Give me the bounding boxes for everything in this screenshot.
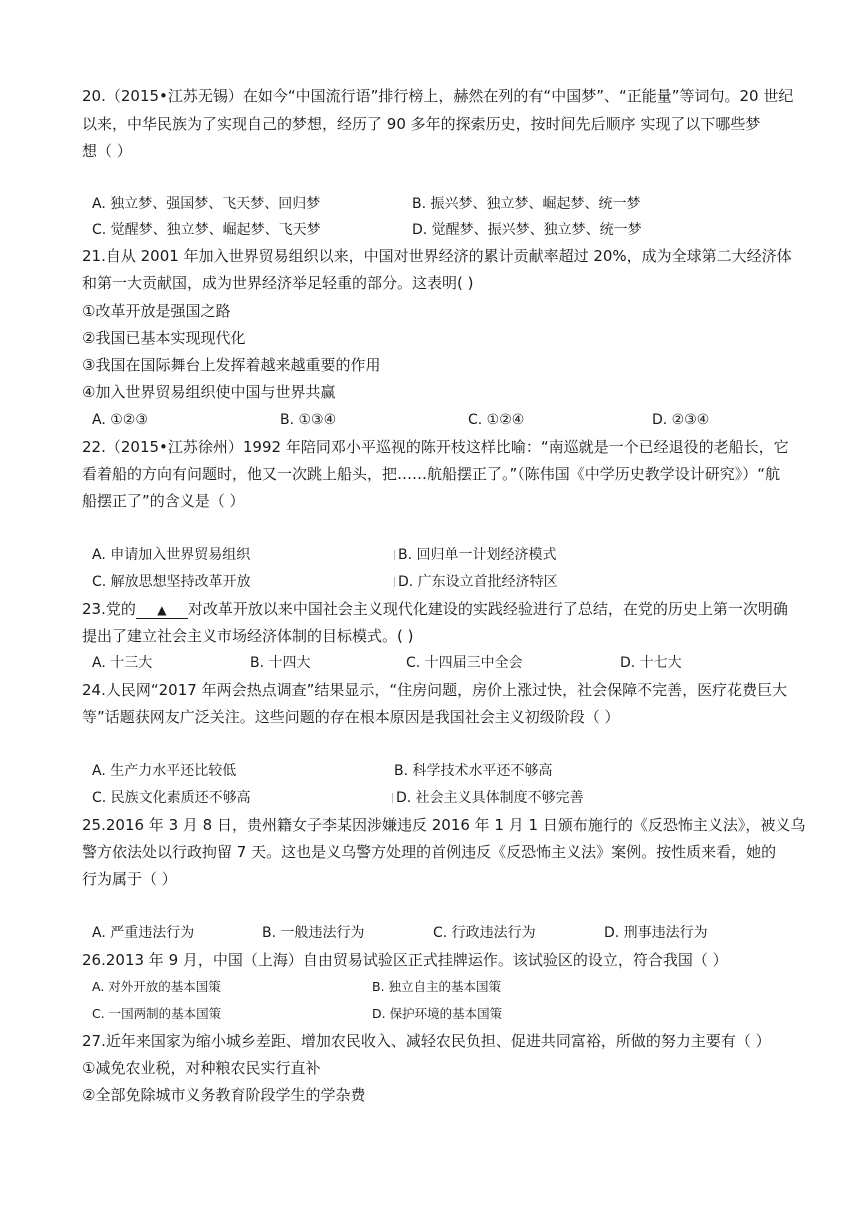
question-23-suffix: 对改革开放以来中国社会主义现代化建设的实践经验进行了总结，在党的历史上第一次明确 [187, 600, 788, 618]
question-25-option-c[interactable]: C. 行政违法行为 [433, 925, 536, 941]
question-25-option-d[interactable]: D. 刑事违法行为 [604, 925, 708, 941]
triangle-marker: ▲ [157, 603, 167, 617]
question-20-text: 20.（2015•江苏无锡）在如今“中国流行语”排行榜上，赫然在列的有“中国梦”、“正能量”等词句。20 世纪 [82, 87, 794, 105]
question-24-text: 24.人民网“2017 年两会热点调查”结果显示，“住房问题，房价上涨过快，社会保障不完善，医疗花费巨大 [82, 681, 788, 699]
question-25-option-b[interactable]: B. 一般违法行为 [262, 925, 365, 941]
question-24-text-cont: 等”话题获网友广泛关注。这些问题的存在根本原因是我国社会主义初级阶段（ ） [82, 708, 620, 726]
question-21-option-d[interactable]: D. ②③④ [652, 412, 710, 428]
question-22-option-a[interactable]: A. 申请加入世界贸易组织 [92, 547, 251, 563]
question-21-text-cont: 和第一大贡献国，成为世界经济举足轻重的部分。这表明( ) [82, 274, 474, 292]
question-23-text-cont: 提出了建立社会主义市场经济体制的目标模式。( ) [82, 627, 414, 645]
question-23-option-b[interactable]: B. 十四大 [250, 655, 311, 671]
question-27-text: 27.近年来国家为缩小城乡差距、增加农民收入、减轻农民负担、促进共同富裕，所做的努力主要有（ ） [82, 1032, 771, 1050]
question-20-option-a[interactable]: A. 独立梦、强国梦、飞天梦、回归梦 [92, 196, 321, 212]
question-23-option-a[interactable]: A. 十三大 [92, 655, 153, 671]
question-23-text [82, 599, 788, 619]
question-22-text-end: 船摆正了”的含义是（ ） [82, 492, 245, 510]
question-26-option-b[interactable]: B. 独立自主的基本国策 [372, 979, 502, 994]
question-27-item-2: ②全部免除城市义务教育阶段学生的学杂费 [82, 1086, 366, 1104]
question-24-option-a[interactable]: A. 生产力水平还比较低 [92, 763, 237, 779]
question-22-option-b[interactable]: B. 回归单一计划经济模式 [398, 547, 557, 563]
question-25-text-end: 行为属于（ ） [82, 870, 177, 888]
question-27-item-1: ①减免农业税，对种粮农民实行直补 [82, 1059, 321, 1077]
question-20-option-b[interactable]: B. 振兴梦、独立梦、崛起梦、统一梦 [412, 196, 641, 212]
question-21-text: 21.自从 2001 年加入世界贸易组织以来，中国对世界经济的累计贡献率超过 20%，成为全球第二大经济体 [82, 247, 792, 265]
question-22-text-cont: 看着船的方向有问题时，他又一次跳上船头，把……航船摆正了。”（陈伟国《中学历史教学设计研究》）“航 [82, 465, 781, 483]
question-25-text-cont: 警方依法处以行政拘留 7 天。这也是义乌警方处理的首例违反《反恐怖主义法》案例。按性质来看，她的 [82, 843, 777, 861]
question-25-text: 25.2016 年 3 月 8 日，贵州籍女子李某因涉嫌违反 2016 年 1 月 1 日颁布施行的《反恐怖主义法》，被义乌 [82, 816, 806, 834]
question-21-option-c[interactable]: C. ①②④ [468, 412, 525, 428]
question-21-item-3: ③我国在国际舞台上发挥着越来越重要的作用 [82, 356, 381, 374]
question-20-option-d[interactable]: D. 觉醒梦、振兴梦、独立梦、统一梦 [412, 222, 642, 238]
question-24-option-b[interactable]: B. 科学技术水平还不够高 [394, 763, 553, 779]
question-23-option-d[interactable]: D. 十七大 [620, 655, 682, 671]
question-20-text-end: 想（ ） [82, 142, 132, 160]
question-23-option-c[interactable]: C. 十四届三中全会 [406, 655, 523, 671]
question-21-item-4: ④加入世界贸易组织使中国与世界共赢 [82, 383, 336, 401]
question-21-item-2: ②我国已基本实现现代化 [82, 329, 246, 347]
question-21-item-1: ①改革开放是强国之路 [82, 302, 231, 320]
question-26-option-c[interactable]: C. 一国两制的基本国策 [92, 1006, 222, 1021]
question-22-text: 22.（2015•江苏徐州）1992 年陪同邓小平巡视的陈开枝这样比喻：“南巡就是一个已经退役的老船长，它 [82, 438, 789, 456]
question-26-text: 26.2013 年 9 月，中国（上海）自由贸易试验区正式挂牌运作。该试验区的设立，符合我国（ ） [82, 951, 728, 969]
answer-blank [136, 601, 188, 619]
question-21-option-b[interactable]: B. ①③④ [280, 412, 337, 428]
question-22-option-c[interactable]: C. 解放思想坚持改革开放 [92, 574, 251, 590]
question-24-option-d[interactable]: D. 社会主义具体制度不够完善 [396, 790, 584, 806]
question-20-option-c[interactable]: C. 觉醒梦、独立梦、崛起梦、飞天梦 [92, 222, 321, 238]
question-22-option-d[interactable]: D. 广东设立首批经济特区 [398, 574, 558, 590]
question-24-option-c[interactable]: C. 民族文化素质还不够高 [92, 790, 251, 806]
question-26-option-d[interactable]: D. 保护环境的基本国策 [372, 1006, 503, 1021]
question-26-option-a[interactable]: A. 对外开放的基本国策 [92, 979, 221, 994]
question-20-text-cont: 以来，中华民族为了实现自己的梦想，经历了 90 多年的探索历史，按时间先后顺序 实现了以下哪些梦 [82, 115, 761, 133]
question-21-option-a[interactable]: A. ①②③ [92, 412, 148, 428]
question-23-prefix: 23.党的 [82, 600, 136, 618]
question-25-option-a[interactable]: A. 严重违法行为 [92, 925, 195, 941]
